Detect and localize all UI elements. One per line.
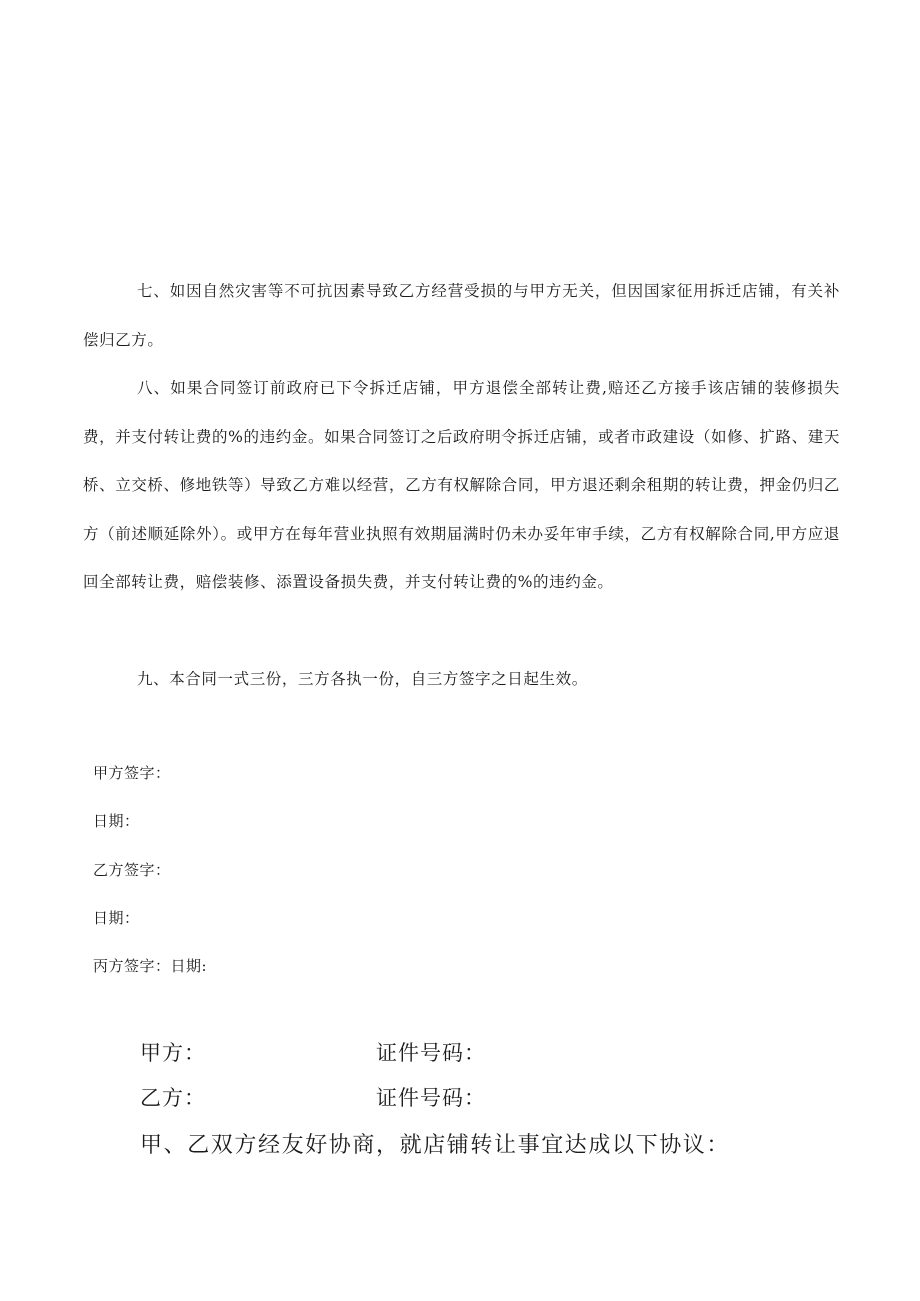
party-a-date-label: 日期：: [93, 812, 140, 830]
party-a-row: [140, 1037, 486, 1067]
agreement-intro: 甲、乙双方经友好协商，就店铺转让事宜达成以下协议：: [140, 1133, 731, 1158]
clause-8: 八、如果合同签订前政府已下令拆迁店铺，甲方退偿全部转让费,赔还乙方接手该店铺的装修损失费，并支付转让费的%的违约金。如果合同签订之后政府明令拆迁店铺，或者市政建设（如修、扩路、建天桥、立交桥、修地铁等）导致乙方难以经营，乙方有权解除合同，甲方退还剩余租期的转让费，押金仍归乙方（前述顺延除外）。或甲方在每年营业执照有效期届满时仍未办妥年审手续，乙方有权解除合同,甲方应退回全部转让费，赔偿装修、添置设备损失费，并支付转让费的%的违约金。: [83, 379, 840, 591]
clause-7: 七、如因自然灾害等不可抗因素导致乙方经营受损的与甲方无关，但因国家征用拆迁店铺，有关补偿归乙方。: [83, 282, 840, 349]
party-a-id-label: 证件号码：: [376, 1041, 486, 1065]
party-c-signature-date-label: 丙方签字：日期:: [93, 957, 208, 975]
party-b-label: 乙方：: [140, 1086, 206, 1110]
party-a-label: 甲方：: [140, 1041, 206, 1065]
party-b-row: [140, 1082, 486, 1112]
clause-9: 九、本合同一式三份，三方各执一份，自三方签字之日起生效。: [137, 670, 588, 688]
party-b-signature-label: 乙方签字：: [93, 861, 171, 879]
party-a-signature-label: 甲方签字：: [93, 764, 171, 782]
party-b-date-label: 日期：: [93, 909, 140, 927]
party-b-id-label: 证件号码：: [376, 1086, 486, 1110]
